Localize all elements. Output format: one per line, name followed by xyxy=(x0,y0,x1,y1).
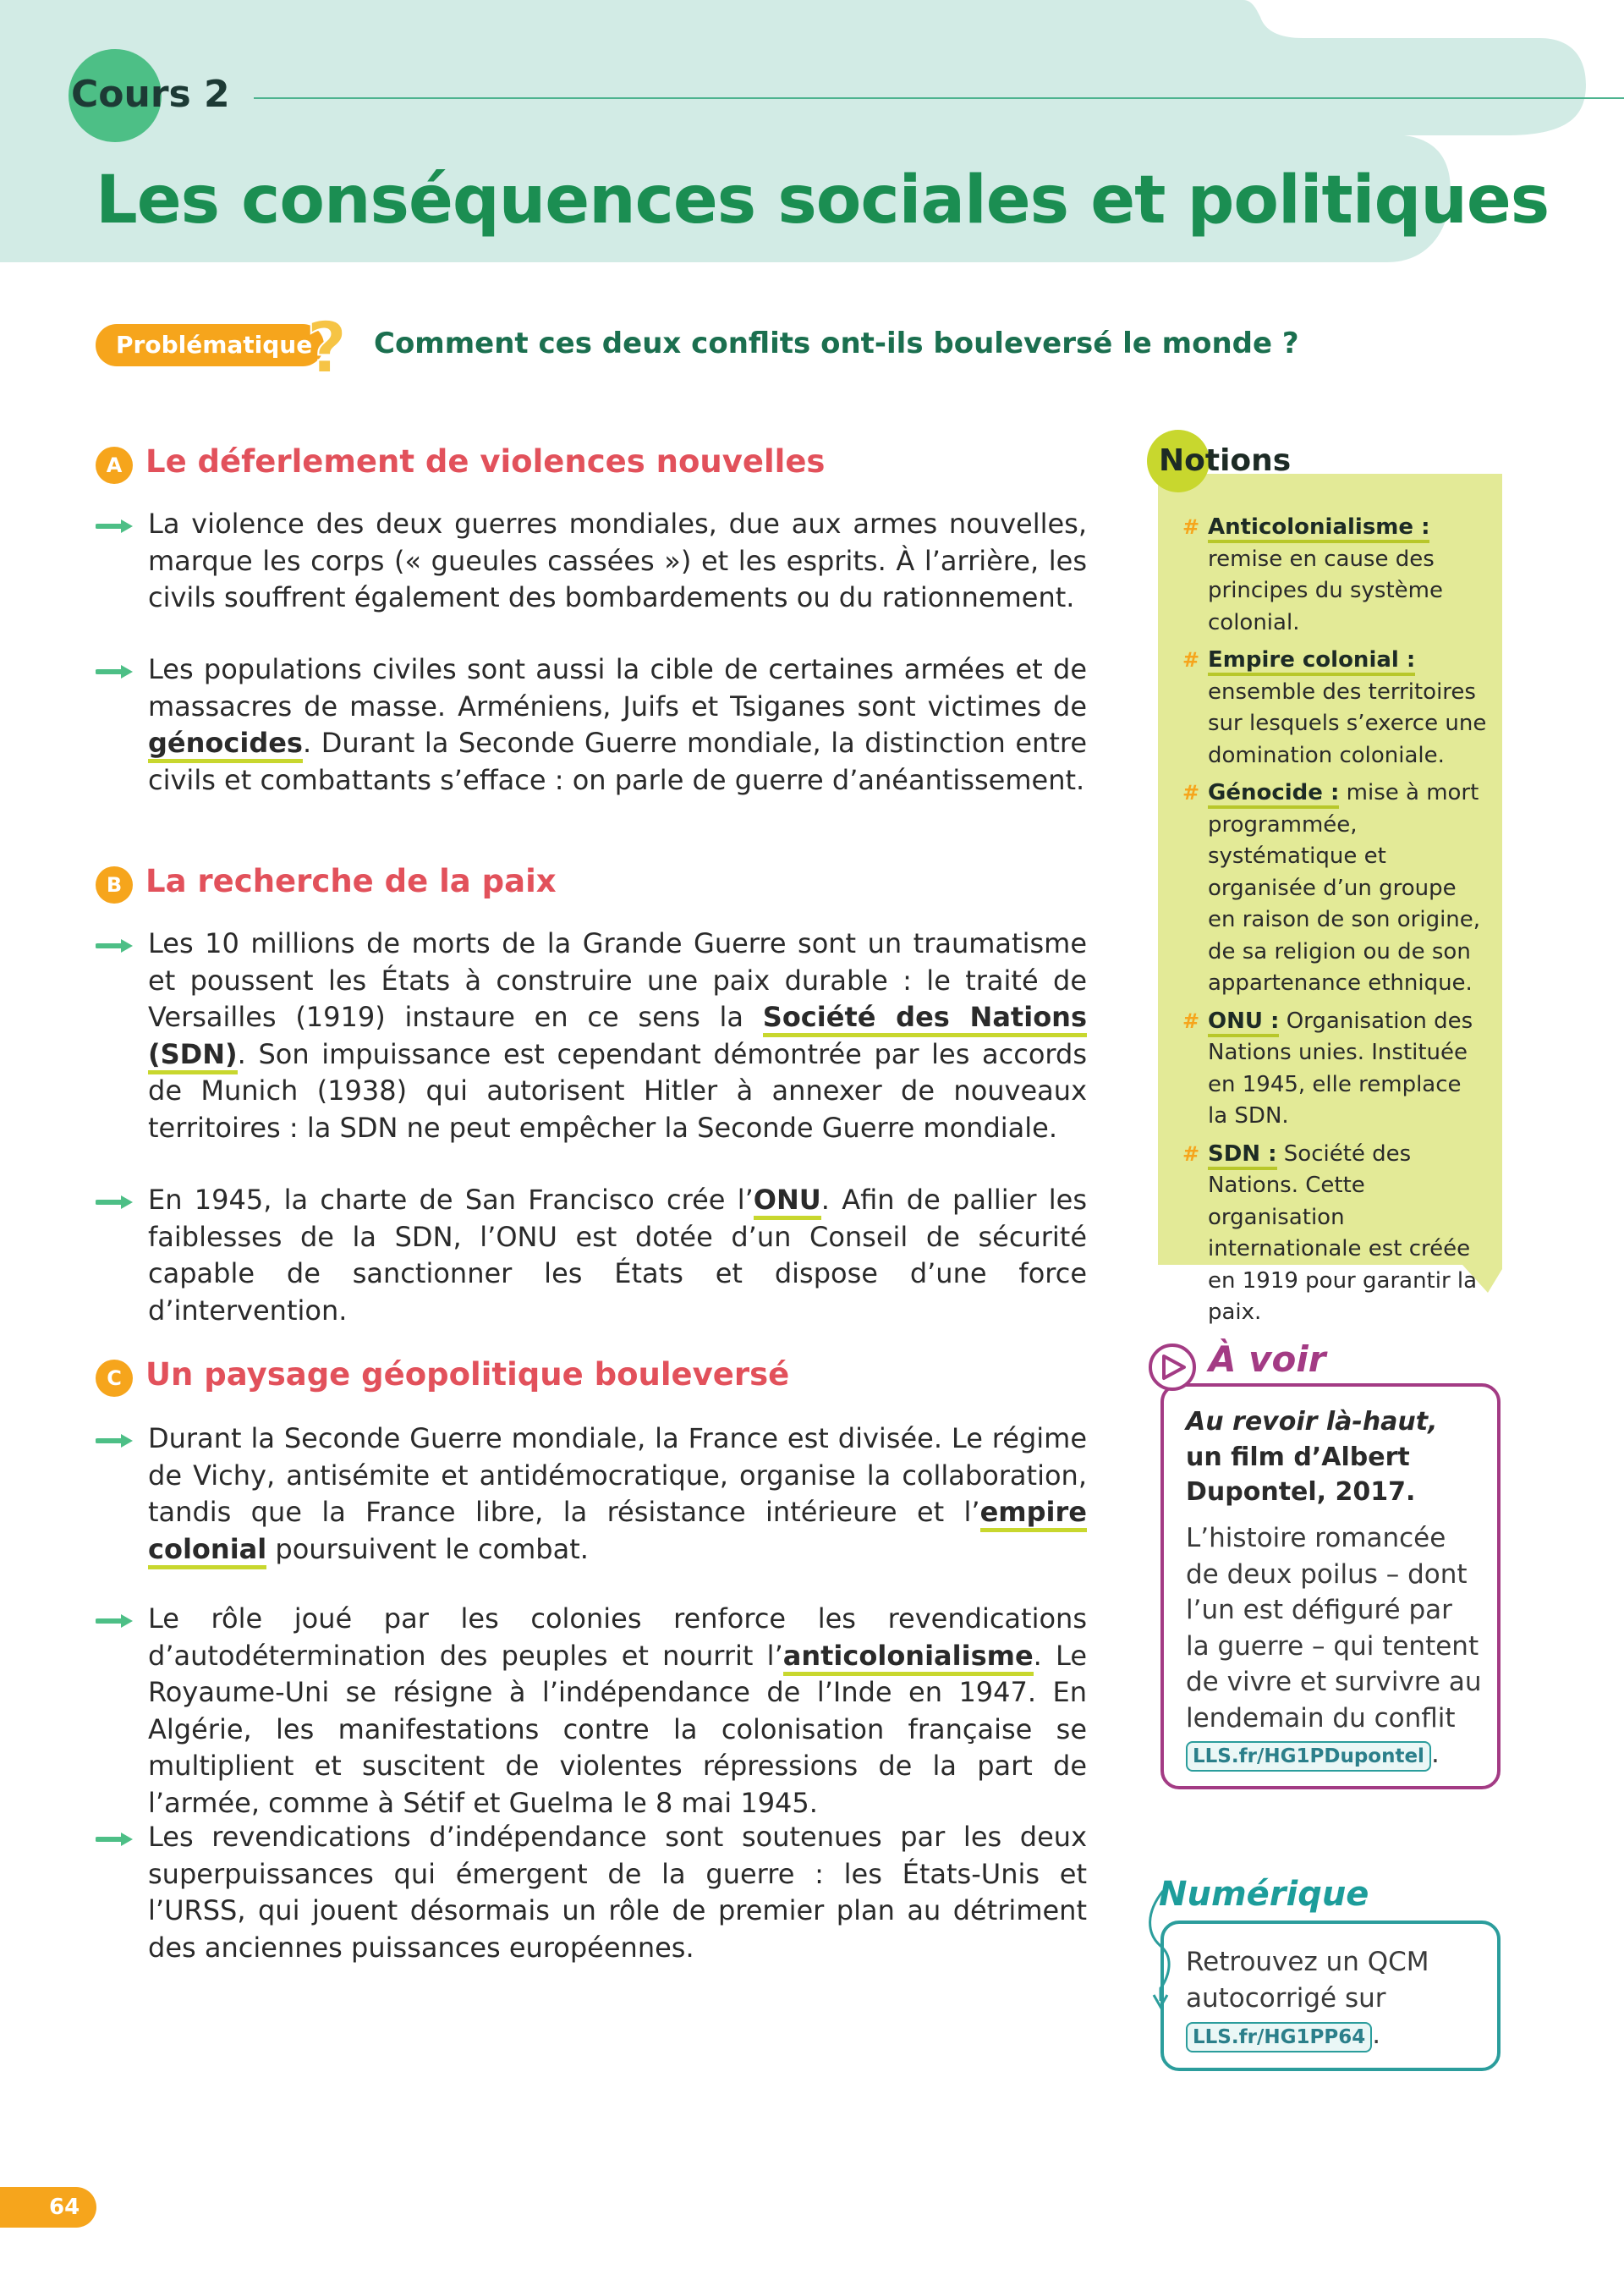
arrow-icon xyxy=(96,1432,136,1449)
question-mark-icon xyxy=(301,306,360,382)
section-c-title: Un paysage géopolitique bouleversé xyxy=(145,1356,790,1393)
hash-icon: # xyxy=(1182,781,1200,805)
course-label: Cours 2 xyxy=(71,73,230,116)
paragraph: Le rôle joué par les colonies renforce les revendications d’autodétermination des peuples et nourrit l’anticolonialisme. Le Royaume-Uni se résigne à l’indépendance de l’Inde en 1947. En Algérie, les manifestations contre la colonisation française se multiplient et suscitent de violentes répressions de la part de l’armée, comme à Sétif et Guelma le 8 mai 1945. xyxy=(148,1602,1088,1819)
qcm-link[interactable]: LLS.fr/HG1PP64 xyxy=(1186,2022,1372,2052)
hash-icon: # xyxy=(1182,1008,1200,1033)
arrow-icon xyxy=(96,518,136,535)
page-number-pill xyxy=(0,2187,96,2228)
glossary-term: ONU xyxy=(754,1184,821,1220)
section-c-badge: C xyxy=(96,1360,133,1397)
section-a-badge: A xyxy=(96,447,133,484)
notion-item: # Génocide : mise à mort programmée, systématique et organisée d’un groupe en raison de son origine, de sa religion ou de son appartenance ethnique. xyxy=(1182,778,1487,1000)
svg-text:?: ? xyxy=(306,306,348,382)
arrow-icon xyxy=(96,1613,136,1629)
glossary-term: génocides xyxy=(148,727,303,763)
problematique-question: Comment ces deux conflits ont-ils bouleversé le monde ? xyxy=(374,327,1299,360)
notions-title: Notions xyxy=(1159,443,1292,478)
section-b-badge: B xyxy=(96,866,133,904)
paragraph: Les revendications d’indépendance sont soutenues par les deux superpuissances qui émergent de la guerre : les États-Unis et l’URSS, qui jouent désormais un rôle de premier plan au détriment des anciennes puissances européennes. xyxy=(148,1821,1087,1964)
page-number: 64 xyxy=(49,2195,80,2220)
play-icon xyxy=(1147,1342,1198,1393)
paragraph: Durant la Seconde Guerre mondiale, la France est divisée. Le régime de Vichy, antisémite et antidémocratique, organise la collaboration, tandis que la France libre, la résistance intérieure et l’empire colonial poursuivent le combat. xyxy=(148,1421,1087,1568)
notions-list xyxy=(1182,512,1487,1335)
arrow-icon xyxy=(96,1194,136,1211)
section-b-title: La recherche de la paix xyxy=(145,863,557,899)
numerique-text: Retrouvez un QCM autocorrigé sur LLS.fr/HG1PP64 . xyxy=(1186,1944,1482,2053)
film-description: L’histoire romancée de deux poilus – dont l’un est défiguré par la guerre – qui tentent de vivre et survivre au lendemain du conflit LLS.fr/HG1PDupontel . xyxy=(1186,1520,1482,1772)
notion-item: # ONU : Organisation des Nations unies. Instituée en 1945, elle remplace la SDN. xyxy=(1182,1006,1487,1133)
paragraph: Les 10 millions de morts de la Grande Guerre sont un traumatisme et poussent les États à construire une paix durable : le traité de Versailles (1919) instaure en ce sens la Société des Nations (SDN). Son impuissance est cependant démontrée par les accords de Munich (1938) qui autorisent Hitler à annexer de nouveaux territoires : la SDN ne peut empêcher la Seconde Guerre mondiale. xyxy=(148,927,1088,1144)
hash-icon: # xyxy=(1182,1141,1200,1166)
a-voir-title: À voir xyxy=(1209,1338,1326,1380)
paragraph: La violence des deux guerres mondiales, due aux armes nouvelles, marque les corps (« gueules cassées ») et les esprits. À l’arrière, les civils souffrent également des bombardements ou du rationnement. xyxy=(148,508,1087,613)
arrow-icon xyxy=(96,937,136,954)
header-rule xyxy=(254,97,1624,99)
arrow-icon xyxy=(96,1831,136,1848)
paragraph: Les populations civiles sont aussi la cible de certaines armées et de massacres de masse. Arméniens, Juifs et Tsiganes sont victimes de génocides. Durant la Seconde Guerre mondiale, la distinction entre civils et combattants s’efface : on parle de guerre d’anéantissement. xyxy=(148,653,1087,796)
notion-item: # Empire colonial : ensemble des territoires sur lesquels s’exerce une domination coloniale. xyxy=(1182,645,1487,772)
notion-item: # SDN : Société des Nations. Cette organisation internationale est créée en 1919 pour garantir la paix. xyxy=(1182,1139,1487,1329)
numerique-title: Numérique xyxy=(1159,1875,1369,1914)
hash-icon: # xyxy=(1182,648,1200,672)
section-a-title: Le déferlement de violences nouvelles xyxy=(145,443,826,480)
notion-item: # Anticolonialisme : remise en cause des principes du système colonial. xyxy=(1182,512,1487,639)
glossary-term: Société des Nations (SDN) xyxy=(148,1001,1087,1074)
glossary-term: anticolonialisme xyxy=(783,1640,1034,1676)
arrow-icon xyxy=(96,663,136,680)
problematique-label: Problématique xyxy=(116,331,313,359)
film-reference: Au revoir là-haut, un film d’Albert Dupontel, 2017. xyxy=(1186,1407,1438,1507)
hash-icon: # xyxy=(1182,515,1200,539)
paragraph: En 1945, la charte de San Francisco crée l’ONU. Afin de pallier les faiblesses de la SDN, l’ONU est dotée d’un Conseil de sécurité capable de sanctionner les États et dispose d’une force d’intervention. xyxy=(148,1184,1088,1327)
page-title: Les conséquences sociales et politiques xyxy=(96,162,1550,239)
glossary-term: empire colonial xyxy=(148,1496,1087,1569)
film-link[interactable]: LLS.fr/HG1PDupontel xyxy=(1186,1741,1431,1772)
